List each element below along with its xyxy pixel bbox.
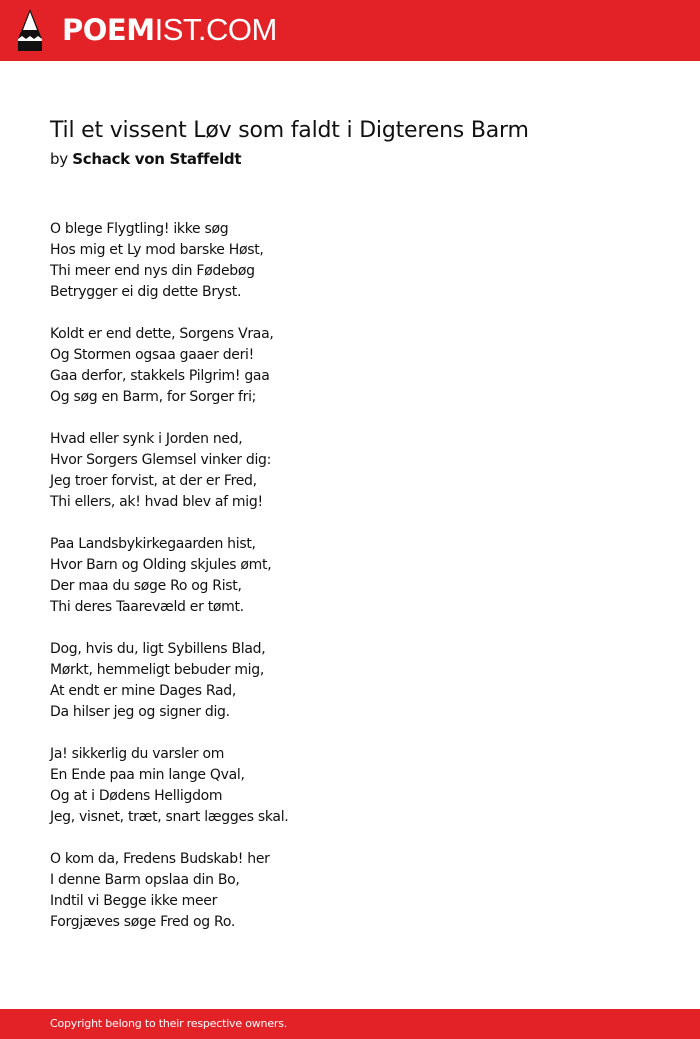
poem-line: Ja! sikkerlig du varsler om — [50, 746, 225, 762]
stanza — [50, 429, 288, 513]
poem-title: Til et vissent Løv som faldt i Digterens Barm — [50, 118, 529, 143]
poem-line: Hvor Barn og Olding skjules ømt, — [50, 557, 272, 573]
poem-line: Dog, hvis du, ligt Sybillens Blad, — [50, 641, 266, 657]
copyright-notice: Copyright belong to their respective owners. — [50, 1017, 288, 1030]
poem-line: Og søg en Barm, for Sorger fri; — [50, 389, 257, 405]
poem-line: Hos mig et Ly mod barske Høst, — [50, 242, 264, 258]
poem-line: Mørkt, hemmeligt bebuder mig, — [50, 662, 265, 678]
poem-line: Gaa derfor, stakkels Pilgrim! gaa — [50, 368, 270, 384]
poem-line: Hvad eller synk i Jorden ned, — [50, 431, 243, 447]
poem-line: Og Stormen ogsaa gaaer deri! — [50, 347, 254, 363]
poem-line: Hvor Sorgers Glemsel vinker dig: — [50, 452, 272, 468]
poem-line: Jeg troer forvist, at der er Fred, — [50, 473, 257, 489]
stanza — [50, 639, 288, 723]
poem-line: Forgjæves søge Fred og Ro. — [50, 914, 236, 930]
by-label: by — [50, 150, 68, 168]
poem-line: Der maa du søge Ro og Rist, — [50, 578, 242, 594]
poem-line: Indtil vi Begge ikke meer — [50, 893, 218, 909]
stanza — [50, 324, 288, 408]
stanza — [50, 219, 288, 303]
poem-body — [50, 219, 288, 954]
poem-line: Paa Landsbykirkegaarden hist, — [50, 536, 256, 552]
poem-line: O kom da, Fredens Budskab! her — [50, 851, 270, 867]
poem-line: Jeg, visnet, træt, snart lægges skal. — [50, 809, 289, 825]
poem-line: At endt er mine Dages Rad, — [50, 683, 237, 699]
poem-line: Thi deres Taarevæld er tømt. — [50, 599, 244, 615]
site-header — [0, 0, 700, 61]
poem-line: Thi ellers, ak! hvad blev af mig! — [50, 494, 263, 510]
poem-line: I denne Barm opslaa din Bo, — [50, 872, 240, 888]
stanza — [50, 849, 288, 933]
poem-line: Og at i Dødens Helligdom — [50, 788, 223, 804]
poem-line: O blege Flygtling! ikke søg — [50, 221, 229, 237]
poem-line: Thi meer end nys din Fødebøg — [50, 263, 255, 279]
poem-line: Da hilser jeg og signer dig. — [50, 704, 230, 720]
stanza — [50, 744, 288, 828]
brand-light-text: IST.COM — [154, 12, 277, 47]
site-logo-link[interactable] — [62, 12, 277, 48]
site-footer — [0, 1009, 700, 1039]
pencil-tip-icon[interactable] — [17, 9, 43, 51]
brand-bold-text: POEM — [62, 13, 155, 47]
poem-line: En Ende paa min lange Qval, — [50, 767, 245, 783]
poem-line: Betrygger ei dig dette Bryst. — [50, 284, 242, 300]
byline — [50, 149, 241, 169]
stanza — [50, 534, 288, 618]
poem-line: Koldt er end dette, Sorgens Vraa, — [50, 326, 274, 342]
author-name: Schack von Staffeldt — [72, 150, 242, 168]
